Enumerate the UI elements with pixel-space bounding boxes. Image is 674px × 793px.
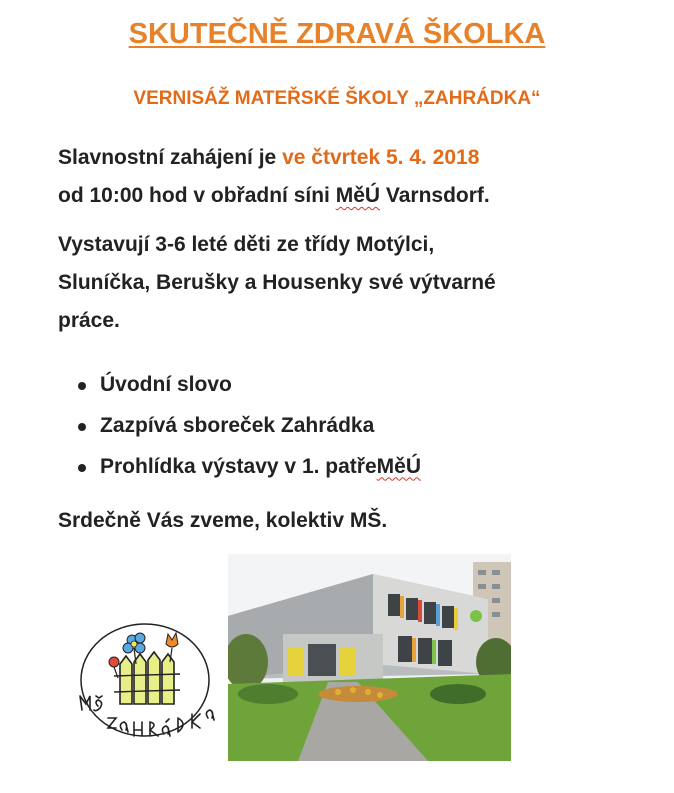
school-building-photo xyxy=(228,554,511,761)
opening-city: Varnsdorf. xyxy=(380,184,490,207)
list-item: Zazpívá sboreček Zahrádka xyxy=(78,405,421,446)
bullet-icon xyxy=(78,464,86,472)
opening-text: Slavnostní zahájení je xyxy=(58,146,283,169)
meu-abbreviation: MěÚ xyxy=(335,184,381,207)
event-date: ve čtvrtek 5. 4. 2018 xyxy=(282,146,480,169)
exhibitors-line-1: Vystavují 3-6 leté děti ze třídy Motýlci, xyxy=(58,233,435,256)
bullet-icon xyxy=(78,423,86,431)
exhibitors-paragraph xyxy=(58,226,638,340)
flower-fence-logo xyxy=(70,618,220,748)
exhibitors-line-3: práce. xyxy=(58,309,120,332)
page-subtitle: VERNISÁŽ MATEŘSKÉ ŠKOLY „ZAHRÁDKA“ xyxy=(133,88,541,109)
program-list xyxy=(78,364,421,487)
exhibitors-line-2: Sluníčka, Berušky a Housenky své výtvarné xyxy=(58,271,496,294)
closing-text: Srdečně Vás zveme, kolektiv MŠ. xyxy=(58,509,388,532)
opening-paragraph xyxy=(58,139,638,215)
list-item: Úvodní slovo xyxy=(78,364,421,405)
page-title: SKUTEČNĚ ZDRAVÁ ŠKOLKA xyxy=(128,18,546,50)
list-item: Prohlídka výstavy v 1. patře MěÚ xyxy=(78,446,421,487)
bullet-icon xyxy=(78,382,86,390)
meu-abbreviation: MěÚ xyxy=(376,454,421,478)
opening-time-place: od 10:00 hod v obřadní síni xyxy=(58,184,336,207)
